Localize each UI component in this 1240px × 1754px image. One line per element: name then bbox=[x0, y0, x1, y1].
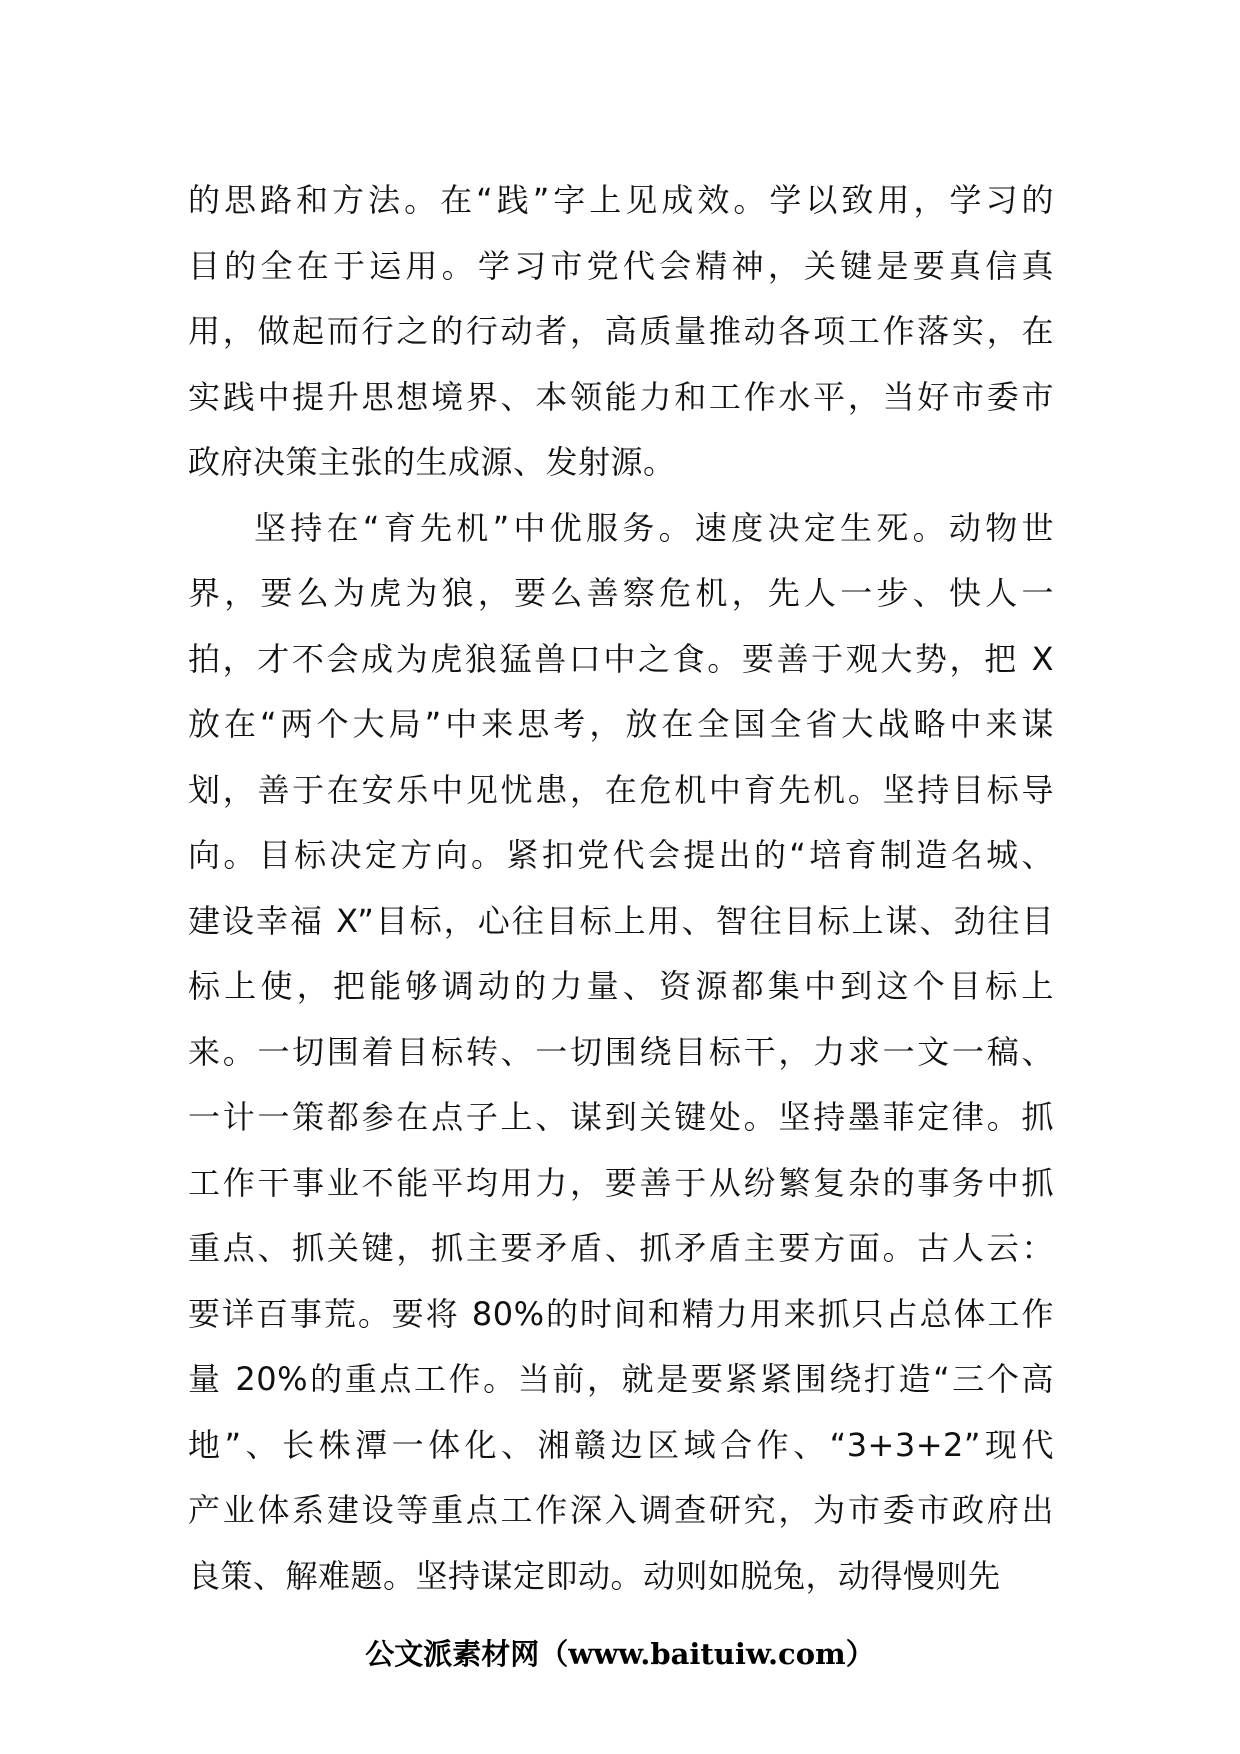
paragraph-line: 坚持在“育先机”中优服务。速度决定生死。动物世 bbox=[254, 508, 1054, 547]
paragraph-line: 重点、抓关键，抓主要矛盾、抓矛盾主要方面。古人云： bbox=[188, 1229, 1054, 1267]
paragraph-line: 建设幸福 X”目标，心往目标上用、智往目标上谋、劲往目 bbox=[188, 901, 1054, 940]
paragraph-line: 量 20%的重点工作。当前，就是要紧紧围绕打造“三个高 bbox=[188, 1360, 1054, 1398]
paragraph-line: 标上使，把能够调动的力量、资源都集中到这个目标上 bbox=[188, 967, 1054, 1005]
paragraph-line: 工作干事业不能平均用力，要善于从纷繁复杂的事务中抓 bbox=[188, 1163, 1054, 1202]
document-body bbox=[188, 168, 1054, 1609]
paragraph-line: 实践中提升思想境界、本领能力和工作水平，当好市委市 bbox=[188, 377, 1054, 416]
paragraph-line: 目的全在于运用。学习市党代会精神，关键是要真信真 bbox=[188, 246, 1054, 285]
paragraph-line: 地”、长株潭一体化、湘赣边区域合作、“3+3+2”现代 bbox=[188, 1425, 1054, 1464]
paragraph-line: 要详百事荒。要将 80%的时间和精力用来抓只占总体工作 bbox=[188, 1294, 1054, 1333]
paragraph-line: 良策、解难题。坚持谋定即动。动则如脱兔，动得慢则先 bbox=[188, 1556, 1001, 1595]
paragraph-p1 bbox=[188, 168, 1054, 496]
paragraph-line: 产业体系建设等重点工作深入调查研究，为市委市政府出 bbox=[188, 1491, 1054, 1529]
paragraph-line: 用，做起而行之的行动者，高质量推动各项工作落实，在 bbox=[188, 312, 1054, 350]
paragraph-line: 的思路和方法。在“践”字上见成效。学以致用，学习的 bbox=[188, 181, 1054, 219]
paragraph-line: 向。目标决定方向。紧扣党代会提出的“培育制造名城、 bbox=[188, 836, 1054, 874]
paragraph-line: 拍，才不会成为虎狼猛兽口中之食。要善于观大势，把 X bbox=[188, 639, 1054, 678]
footer-watermark: 公文派素材网（www.baituiw.com） bbox=[365, 1637, 875, 1671]
paragraph-line: 政府决策主张的生成源、发射源。 bbox=[188, 443, 676, 481]
paragraph-line: 划，善于在安乐中见忧患，在危机中育先机。坚持目标导 bbox=[188, 770, 1054, 809]
paragraph-line: 放在“两个大局”中来思考，放在全国全省大战略中来谋 bbox=[188, 705, 1054, 743]
paragraph-line: 界，要么为虎为狼，要么善察危机，先人一步、快人一 bbox=[188, 574, 1054, 612]
paragraph-line: 来。一切围着目标转、一切围绕目标干，力求一文一稿、 bbox=[188, 1032, 1054, 1071]
paragraph-line: 一计一策都参在点子上、谋到关键处。坚持墨菲定律。抓 bbox=[188, 1098, 1054, 1136]
paragraph-p2 bbox=[188, 496, 1054, 1610]
